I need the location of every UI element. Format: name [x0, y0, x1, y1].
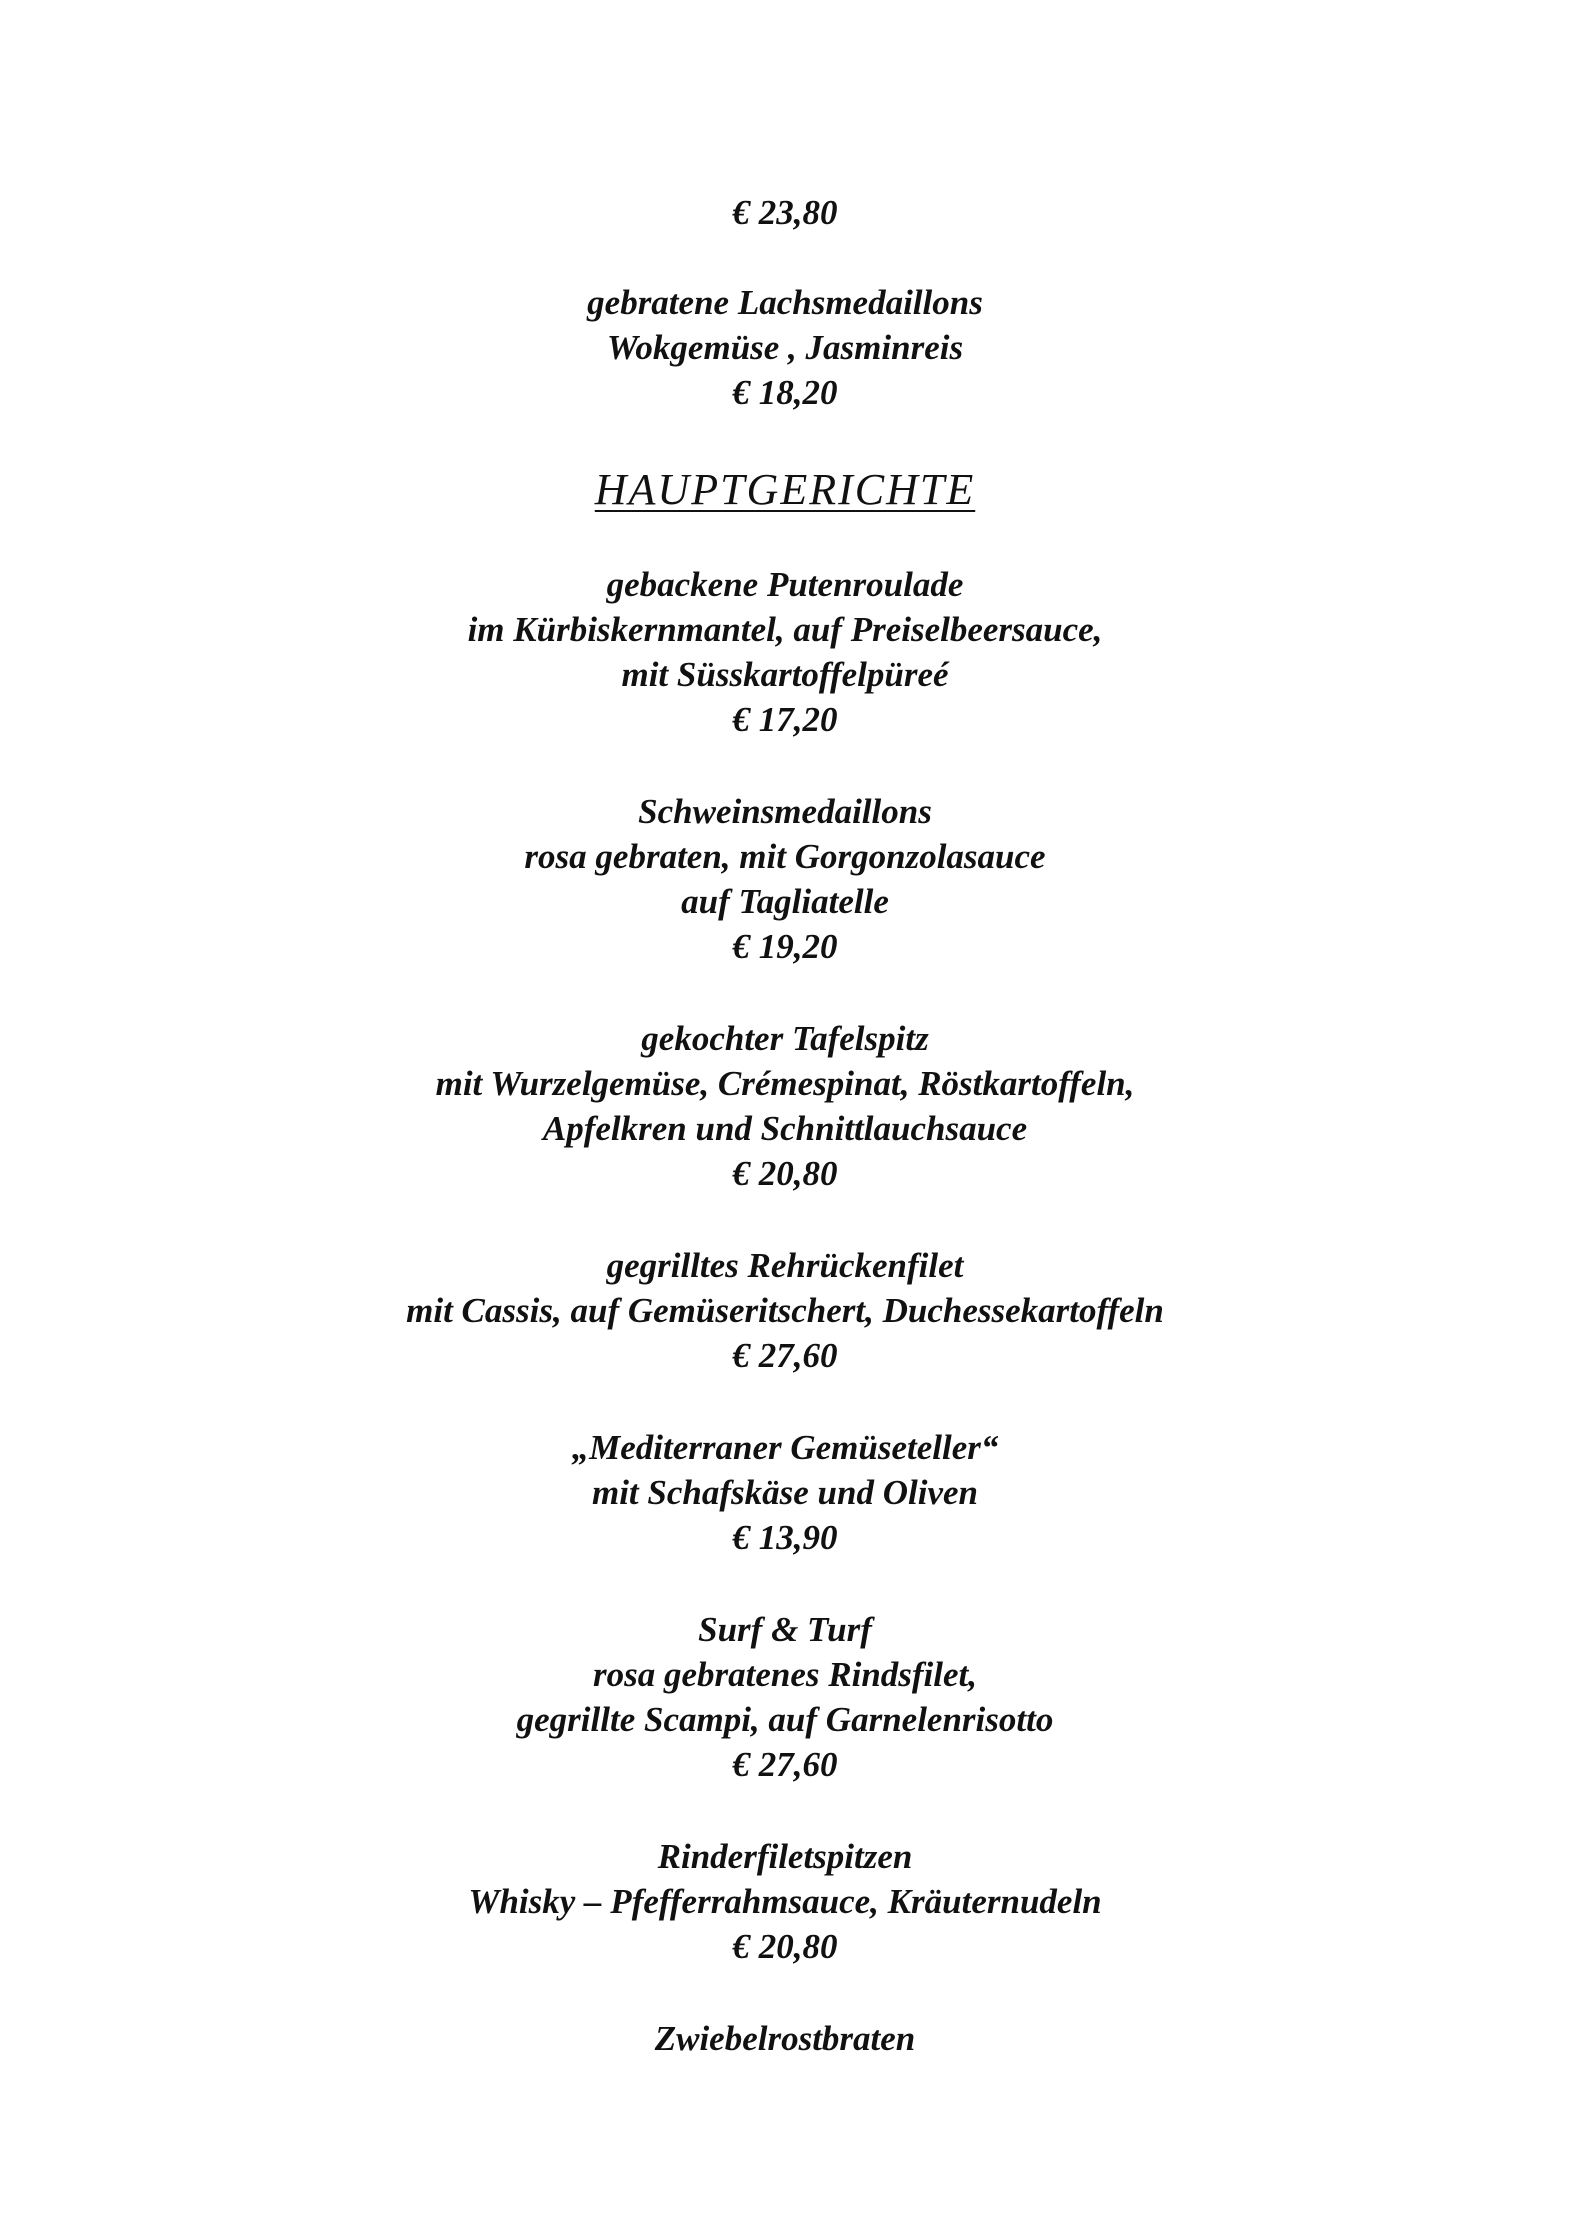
- dish-price: € 20,80: [732, 1154, 838, 1193]
- section-heading: [0, 462, 1570, 518]
- dish-name: Zwiebelrostbraten: [654, 2019, 916, 2058]
- dish-description: auf Tagliatelle: [681, 882, 889, 921]
- dish-name: Rinderfiletspitzen: [657, 1837, 913, 1876]
- dish-name: gebratene Lachsmedaillons: [587, 283, 983, 322]
- dish-name: Schweinsmedaillons: [638, 792, 932, 831]
- dish-name: gegrilltes Rehrückenfilet: [606, 1246, 964, 1285]
- dish-price: € 18,20: [732, 373, 838, 412]
- dish-price: € 27,60: [732, 1745, 838, 1784]
- dish-name: „Mediterraner Gemüseteller“: [571, 1428, 999, 1467]
- dish-description: Whisky – Pfefferrahmsauce, Kräuternudeln: [468, 1882, 1102, 1921]
- dish-description: im Kürbiskernmantel, auf Preiselbeersauce,: [467, 610, 1103, 649]
- dish-description: rosa gebraten, mit Gorgonzolasauce: [524, 837, 1046, 876]
- dish-description: Wokgemüse , Jasminreis: [606, 328, 964, 367]
- dish-description: mit Schafskäse und Oliven: [591, 1473, 978, 1512]
- dish-description: mit Cassis, auf Gemüseritschert, Duchessekartoffeln: [406, 1291, 1164, 1330]
- dish-name: gekochter Tafelspitz: [641, 1019, 929, 1058]
- price-top: € 23,80: [732, 193, 838, 232]
- dish-name: Surf & Turf: [698, 1610, 872, 1649]
- dish-price: € 19,20: [732, 927, 838, 966]
- dish-price: € 27,60: [732, 1336, 838, 1375]
- section-heading-text: HAUPTGERICHTE: [594, 465, 976, 514]
- dish-description: gegrillte Scampi, auf Garnelenrisotto: [516, 1700, 1054, 1739]
- dish-description: rosa gebratenes Rindsfilet,: [592, 1655, 978, 1694]
- dish-price: € 20,80: [732, 1927, 838, 1966]
- dish-description: mit Süsskartoffelpüreé: [621, 655, 949, 694]
- dish-name: gebackene Putenroulade: [606, 565, 964, 604]
- dish-price: € 13,90: [732, 1518, 838, 1557]
- dish-description: Apfelkren und Schnittlauchsauce: [542, 1109, 1028, 1148]
- dish-description: mit Wurzelgemüse, Crémespinat, Röstkartoffeln,: [435, 1064, 1135, 1103]
- dish-price: € 17,20: [732, 700, 838, 739]
